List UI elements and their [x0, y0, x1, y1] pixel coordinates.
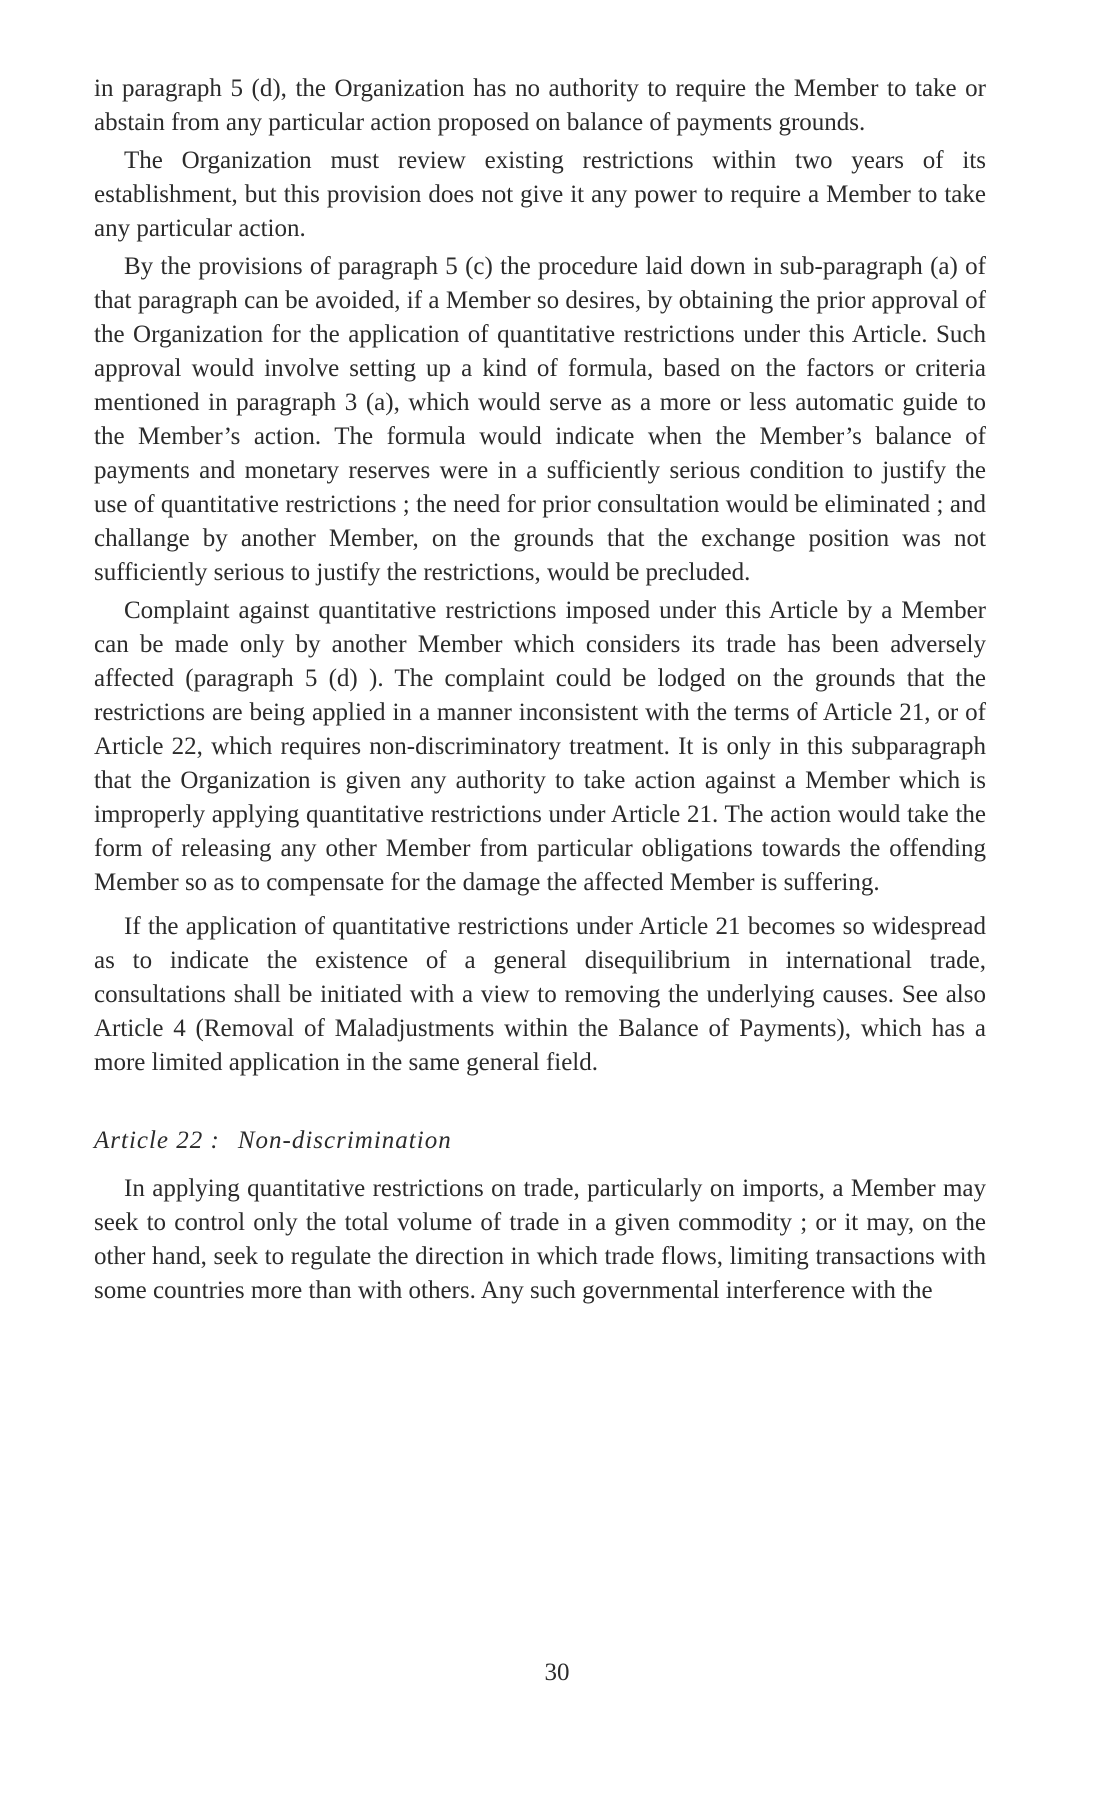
paragraph-continuation: in paragraph 5 (d), the Organization has no authority to require the Member to take or abstain from any particular action proposed on balance of payments grounds. — [94, 75, 986, 136]
paragraph-complaint: Complaint against quantitative restrictions imposed under this Article by a Member can be made only by another Member which considers its trade has been adversely affected (paragraph 5 (d) ). The complaint could be lodged on the grounds that the restrictions are being applied in a manner inconsistent with the terms of Article 21, or of Article 22, which requires non-discriminatory treatment. It is only in this subparagraph that the Organization is given any authority to take action against a Member which is improperly applying quantitative restrictions under Article 21. The action would take the form of releasing any other Member from particular obligations towards the offending Member so as to compensate for the damage the affected Member is suffering. — [94, 597, 986, 896]
heading-title: Non-discrimination — [237, 1127, 452, 1154]
paragraph-non-discrimination: In applying quantitative restrictions on trade, particularly on imports, a Member may seek to control only the total volume of trade in a given commodity ; or it may, on the other hand, seek to regulate the direction in which trade flows, limiting transactions with some countries more than with others. Any such governmental interference with the — [94, 1175, 986, 1304]
page-number: 30 — [544, 1659, 570, 1686]
section-heading — [94, 1124, 986, 1158]
heading-article-number: Article 22 : — [94, 1127, 220, 1154]
paragraph-prior-approval: By the provisions of paragraph 5 (c) the procedure laid down in sub-paragraph (a) of that paragraph can be avoided, if a Member so desires, by obtaining the prior approval of the Organization for the application of quantitative restrictions under this Article. Such approval would involve setting up a kind of formula, based on the factors or criteria mentioned in paragraph 3 (a), which would serve as a more or less automatic guide to the Member’s action. The formula would indicate when the Member’s balance of payments and monetary reserves were in a sufficiently serious condition to justify the use of quantitative restrictions ; the need for prior consultation would be eliminated ; and challange by another Member, on the grounds that the exchange position was not sufficiently serious to justify the restrictions, would be precluded. — [94, 253, 986, 586]
document-page — [94, 72, 986, 1308]
paragraph-review-restrictions: The Organization must review existing restrictions within two years of its establishment, but this provision does not give it any power to require a Member to take any particular action. — [94, 147, 986, 242]
paragraph-widespread-application: If the application of quantitative restrictions under Article 21 becomes so widespread as to indicate the existence of a general disequilibrium in international trade, consultations shall be initiated with a view to removing the underlying causes. See also Article 4 (Removal of Maladjustments within the Balance of Payments), which has a more limited application in the same general field. — [94, 913, 986, 1076]
